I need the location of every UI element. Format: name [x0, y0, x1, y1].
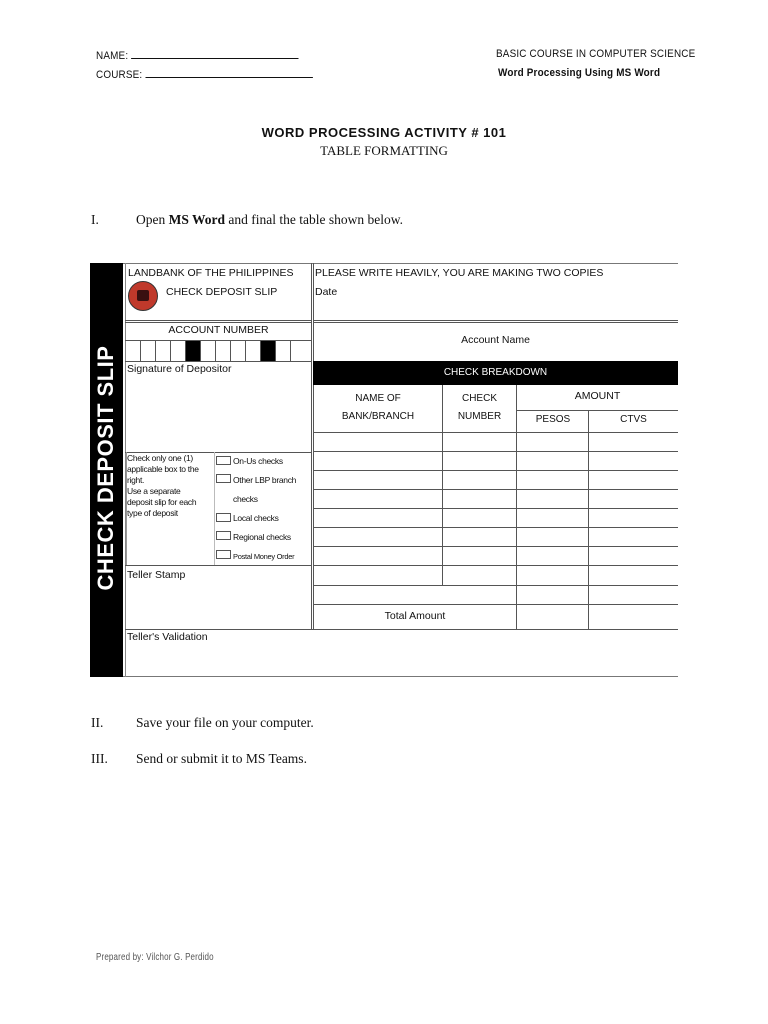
prepared-by: Prepared by: Vilchor G. Perdido [96, 952, 214, 963]
regional-checkbox[interactable] [216, 531, 231, 540]
subject-text: BASIC COURSE IN COMPUTER SCIENCE [496, 48, 696, 60]
teller-validation-label: Teller's Validation [127, 631, 208, 643]
instruction-text: PLEASE WRITE HEAVILY, YOU ARE MAKING TWO COPIES [315, 267, 604, 279]
check-deposit-slip [90, 263, 678, 677]
step-3-text: Send or submit it to MS Teams. [136, 751, 307, 766]
check-breakdown-label: CHECK BREAKDOWN [443, 367, 548, 378]
col-check-line1: CHECK [461, 393, 497, 404]
step-2-number: II. [91, 715, 104, 730]
date-label: Date [315, 286, 338, 298]
step-3-number: III. [91, 751, 108, 766]
col-bank-line2: BANK/BRANCH [341, 411, 415, 422]
step-1-text: Open MS Word and final the table shown below. [136, 212, 403, 227]
account-name-label: Account Name [461, 334, 530, 346]
col-check-line2: NUMBER [457, 411, 502, 422]
col-amount: AMOUNT [574, 390, 621, 402]
check-note: Check only one (1) applicable box to the right. Use a separate deposit slip for each type of deposit [127, 453, 199, 518]
side-band-label-wrap [90, 263, 123, 677]
slip-title: CHECK DEPOSIT SLIP [166, 286, 278, 298]
bank-logo-icon [128, 281, 158, 311]
total-amount-label: Total Amount [384, 610, 446, 622]
option-on-us: On-Us checks [233, 456, 283, 466]
signature-label: Signature of Depositor [127, 363, 232, 375]
col-pesos: PESOS [535, 414, 571, 425]
col-bank-line1: NAME OF [355, 393, 401, 404]
account-number-label: ACCOUNT NUMBER [168, 324, 269, 336]
option-other-lbp-cont: checks [233, 494, 258, 504]
name-field [96, 48, 299, 62]
col-ctvs: CTVS [620, 414, 647, 425]
step-2-text: Save your file on your computer. [136, 715, 314, 730]
course-label: COURSE: [96, 69, 143, 81]
postal-checkbox[interactable] [216, 550, 231, 559]
page-title: WORD PROCESSING ACTIVITY # 101 [261, 125, 507, 140]
teller-stamp-label: Teller Stamp [127, 569, 186, 581]
option-regional: Regional checks [233, 532, 291, 542]
on-us-checkbox[interactable] [216, 456, 231, 465]
name-blank [131, 48, 298, 59]
course-field [96, 67, 313, 81]
bank-name: LANDBANK OF THE PHILIPPINES [128, 267, 294, 279]
option-postal: Postal Money Order [233, 552, 295, 561]
name-label: NAME: [96, 50, 129, 62]
topic-text: Word Processing Using MS Word [498, 67, 661, 79]
course-blank [145, 67, 312, 78]
other-lbp-checkbox[interactable] [216, 474, 231, 483]
option-other-lbp: Other LBP branch [233, 475, 297, 485]
local-checkbox[interactable] [216, 513, 231, 522]
page-subtitle: TABLE FORMATTING [320, 143, 448, 158]
side-band-label: CHECK DEPOSIT SLIP [93, 345, 118, 591]
step-1-number: I. [91, 212, 99, 227]
option-local: Local checks [233, 513, 279, 523]
